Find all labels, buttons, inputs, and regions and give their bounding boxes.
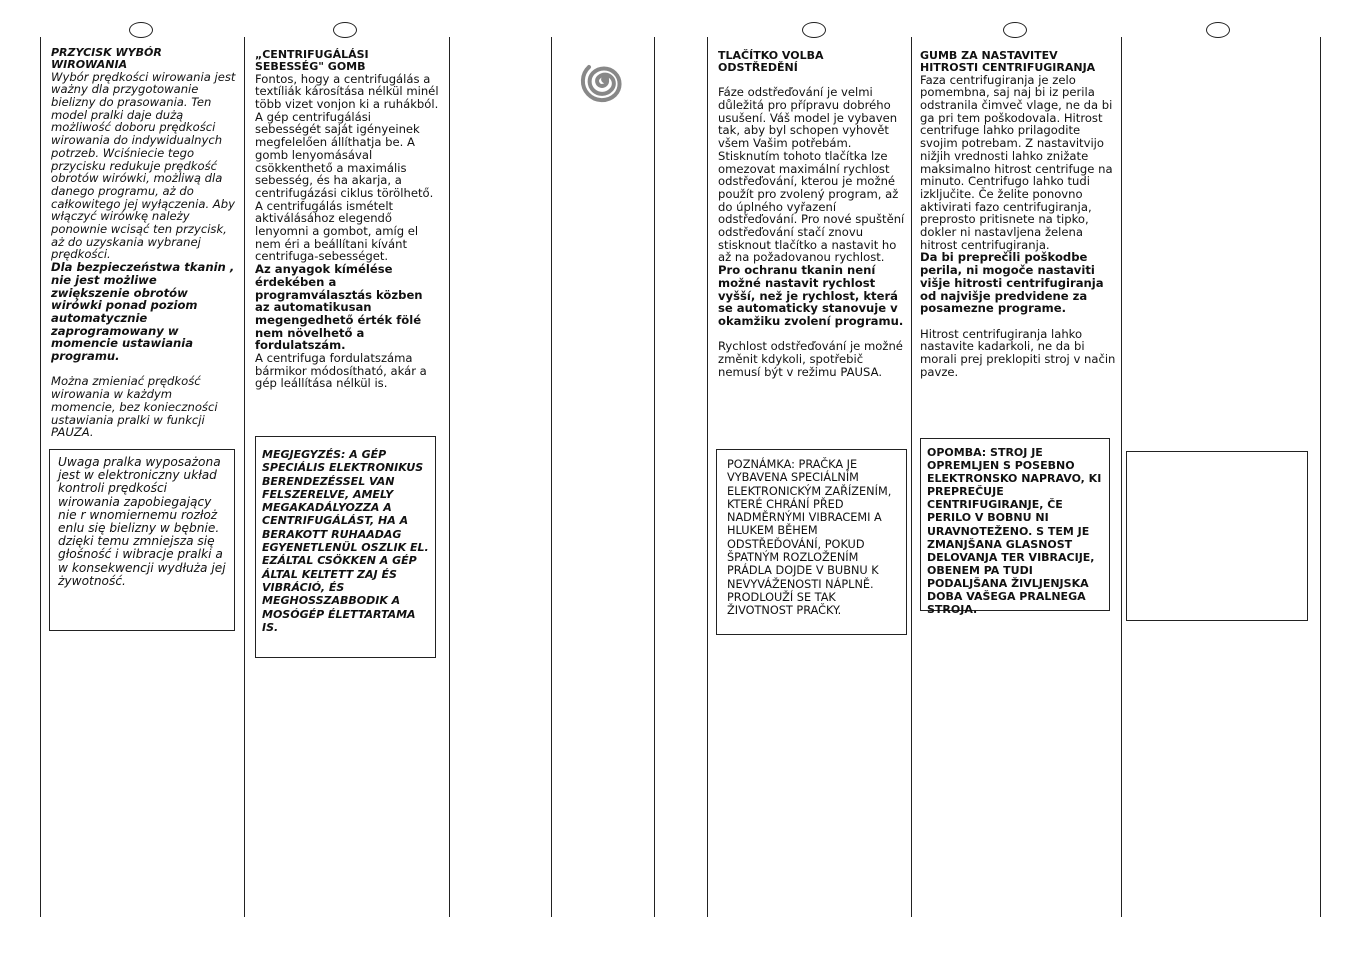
polish-body: Wybór prędkości wirowania jest ważny dla przygotowanie bielizny do prasowania. Ten model pralki daje dużą możliwość doboru prędkości wirowania do indywidualnych potrzeb. Wciśniecie tego przycisku redukuje prędkość obrotów wirówki, możliwą dla danego programu, aż do całkowitego jej wyłączenia. Aby włączyć wirówkę należy ponownie wcisąć ten przycisk, aż do uzyskania wybranej prędkości.: [51, 69, 236, 262]
polish-heading: PRZYCISK WYBÓR WIROWANIA: [51, 46, 162, 71]
slovenian-body-2: Hitrost centrifugiranja lahko nastavite kadarkoli, ne da bi morali prej preklopiti stroj v način pavze.: [920, 326, 1116, 379]
czech-heading: TLAČÍTKO VOLBA ODSTŘEDĚNÍ: [718, 49, 824, 74]
polish-warning: Dla bezpieczeństwa tkanin , nie jest możliwe zwiększenie obrotów wirówki ponad poziom automatycznie zaprogramowany w momencie ustawiania programu.: [51, 260, 235, 364]
column-rule: [1121, 37, 1122, 917]
hungarian-note-box: [255, 436, 436, 658]
slovenian-note: OPOMBA: STROJ JE OPREMLJEN S POSEBNO ELEKTRONSKO NAPRAVO, KI PREPREČUJE CENTRIFUGIRANJE, ČE PERILO V BOBNU NI URAVNOTEŽENO. S TEM JE ZMANJŠANA GLASNOST DELOVANJA TER VIBRACIJE, OBENEM PA TUDI PODALJŠANA ŽIVLJENJSKA DOBA VAŠEGA PRALNEGA STROJA.: [927, 446, 1102, 617]
language-oval-icon: [333, 22, 357, 38]
hungarian-heading: „CENTRIFUGÁLÁSI SEBESSÉG" GOMB: [255, 48, 369, 73]
hungarian-note: MEGJEGYZÉS: A GÉP SPECIÁLIS ELEKTRONIKUS BERENDEZÉSSEL VAN FELSZERELVE, AMELY MEGAKADÁLYOZZA A CENTRIFUGÁLÁST, HA A BERAKOTT RUHAADAG EGYENETLENÜL OSZLIK EL. EZÁLTAL CSÖKKEN A GÉP ÁLTAL KELTETT ZAJ ÉS VIBRÁCIÓ, ÉS MEGHOSSZABBODIK A MOSÓGÉP ÉLETTARTAMA IS.: [262, 448, 429, 634]
column-rule: [1320, 37, 1321, 917]
column-rule: [244, 37, 245, 917]
czech-warning: Pro ochranu tkanin není možné nastavit rychlost vyšší, než je rychlost, která se automaticky stanovuje v okamžiku zvolení programu.: [718, 263, 904, 328]
slovenian-note-box: [920, 438, 1110, 617]
hungarian-body: Fontos, hogy a centrifugálás a textíliák károsítása nélkül minél több vizet vonjon ki a ruhákból. A gép centrifugálási sebességét saját igényeinek megfelelően állíthatja be. A gomb lenyomásával csökkenthető a maximális sebesség, és ha akarja, a centrifugázási ciklus törölhető. A centrifugálás ismételt aktiválásához elegendő lenyomni a gombot, amíg el nem éri a beállítani kívánt centrifuga-sebességet.: [255, 71, 439, 264]
polish-column: [51, 47, 236, 439]
column-rule: [911, 37, 912, 917]
slovenian-body: Faza centrifugiranja je zelo pomembna, saj naj bi iz perila odstranila čimveč vlage, ne da bi ga pri tem poškodovala. Hitrost centrifuge lahko prilagodite svojim potrebam. Z nastavitvijo nižjih vrednosti lahko znižate maksimalno hitrost centrifuge na minuto. Centrifugo lahko tudi izključite. Če želite ponovno aktivirati fazo centrifugiranja, preprosto pritisnete na tipko, dokler ni nastavljena želena hitrost centrifugiranja.: [920, 72, 1113, 252]
polish-note: Uwaga pralka wyposażona jest w elektroniczny układ kontroli prędkości wirowania zapobiegający nie r wnomiernemu rozłoż enlu się bielizny w bębnie. dzięki temu zmniejsza się głośność i wibracje pralki a w konsekwencji wydłuża jej żywotność.: [58, 455, 226, 588]
slovenian-column: [920, 50, 1116, 378]
spin-spiral-icon: [578, 54, 630, 106]
hungarian-warning: Az anyagok kímélése érdekében a programválasztás közben az automatikusan megengedhető érték fölé nem növelhető a fordulatszám.: [255, 262, 423, 353]
column-rule: [551, 37, 552, 917]
czech-note-box: [716, 449, 907, 635]
language-oval-icon: [1206, 22, 1230, 38]
polish-note-box: [49, 449, 235, 631]
language-oval-icon: [1003, 22, 1027, 38]
czech-body: Fáze odstřeďování je velmi důležitá pro přípravu dobrého usušení. Váš model je vybaven tak, aby byl schopen vyhovět všem Vašim potřebám. Stisknutím tohoto tlačítka lze omezovat maximální rychlost odstřeďování, kterou je možné použít pro zvolený program, až do úplného vyřazení odstřeďování. Pro nové spuštění odstřeďování stačí znovu stisknout tlačítko a nastavit ho až na požadovanou rychlost.: [718, 85, 905, 265]
column-rule: [449, 37, 450, 917]
empty-note-box: [1126, 451, 1308, 621]
slovenian-warning: Da bi preprečili poškodbe perila, ni mogoče nastaviti višje hitrosti centrifugiranja od najvišje predvidene za posamezne programe.: [920, 250, 1104, 316]
czech-column: [718, 50, 906, 378]
hungarian-column: [255, 49, 439, 390]
polish-body-2: Można zmieniać prędkość wirowania w każdym momencie, bez konieczności ustawiania pralki w funkcji PAUZA.: [51, 374, 218, 440]
column-rule: [654, 37, 655, 917]
czech-body-2: Rychlost odstřeďování je možné změnit kdykoli, spotřebič nemusí být v režimu PAUSA.: [718, 339, 903, 379]
czech-note: POZNÁMKA: PRAČKA JE VYBAVENA SPECIÁLNÍM ELEKTRONICKÝM ZAŘÍZENÍM, KTERÉ CHRÁNÍ PŘED NADMĚRNÝMI VIBRACEMI A HLUKEM BĚHEM ODSTŘEĎOVÁNÍ, POKUD ŠPATNÝM ROZLOŽENÍM PRÁDLA DOJDE V BUBNU K NEVYVÁŽENOSTI NÁPLNĚ. PRODLOUŽÍ SE TAK ŽIVOTNOST PRAČKY.: [727, 458, 892, 618]
column-rule: [40, 37, 41, 917]
language-oval-icon: [129, 22, 153, 38]
hungarian-body-2: A centrifuga fordulatszáma bármikor módosítható, akár a gép leállítása nélkül is.: [255, 351, 427, 391]
slovenian-heading: GUMB ZA NASTAVITEV HITROSTI CENTRIFUGIRANJA: [920, 49, 1096, 74]
column-rule: [707, 37, 708, 917]
language-oval-icon: [802, 22, 826, 38]
